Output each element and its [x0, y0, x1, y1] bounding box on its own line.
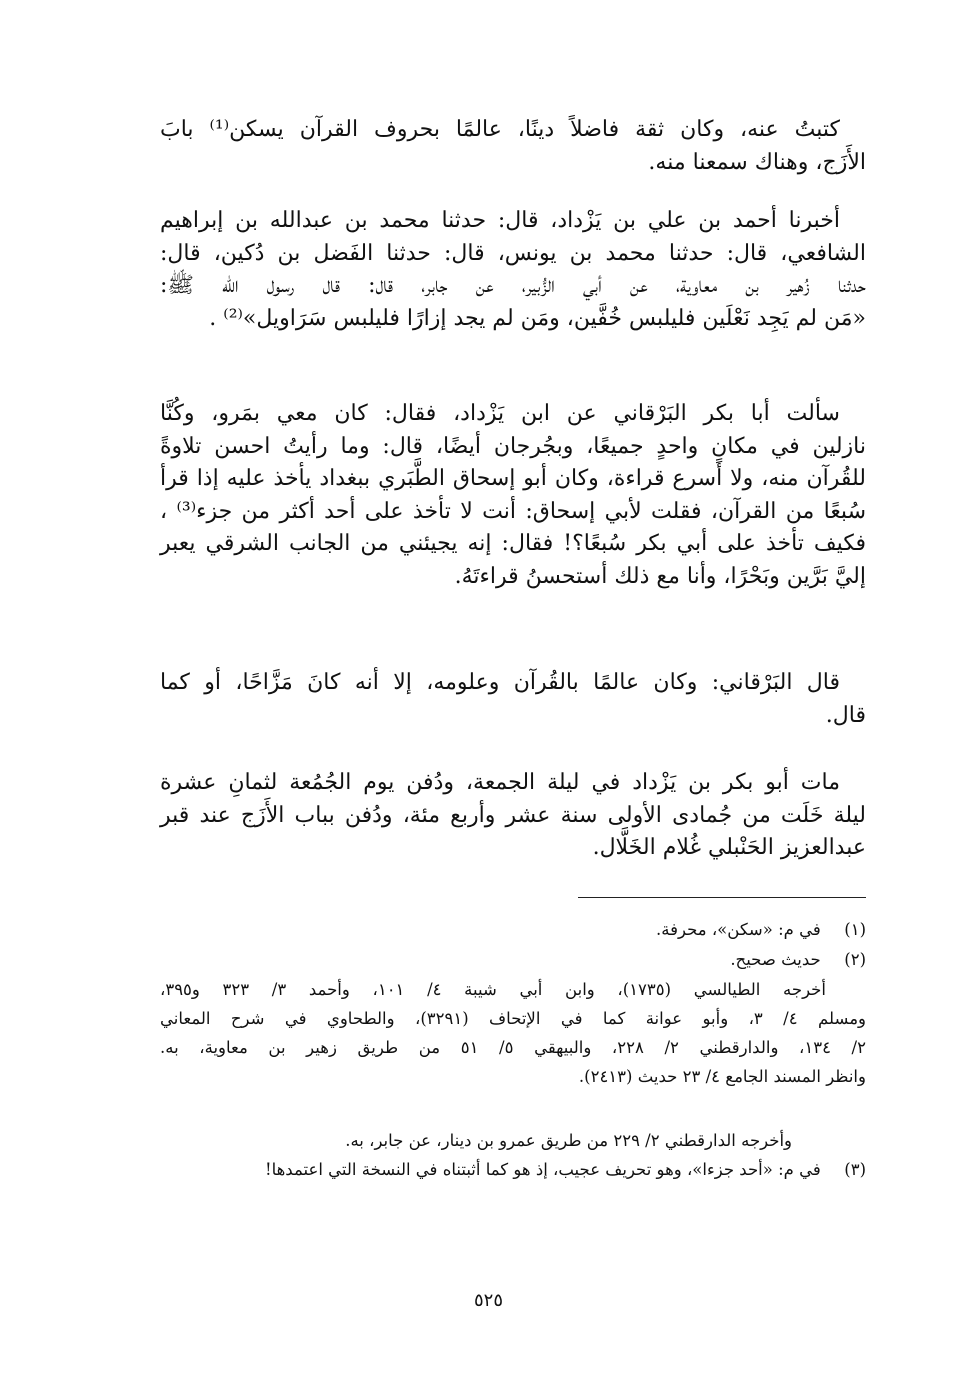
body-line: كتبتُ عنه، وكان ثقة فاضلاً دينًا، عالمًا بحروف القرآن يسكن⁽¹⁾ بابَ: [160, 117, 840, 142]
body-line: «مَن لم يَجِد نَعْلَين فليلبس خُفَّين، ومَن لم يجد إزارًا فليلبس سَرَاويل»⁽²⁾ .: [209, 305, 866, 331]
footnote-1: [160, 915, 866, 944]
footnote-3: [160, 1155, 866, 1184]
footnote-2: [160, 945, 866, 974]
footnote-number: (٣): [844, 1160, 866, 1179]
body-line: قال البَرْقاني: وكان عالمًا بالقُرآن وعلومه، إلا أنه كانَ مَزَّاحًا، أو كما: [160, 670, 840, 695]
footnote-line: وانظر المسند الجامع ٤/ ٢٣ حديث (٢٤١٣).: [578, 1067, 866, 1086]
body-line: سألت أبا بكر البَرْقاني عن ابن يَزْداد، فقال: كان معي بمَرو، وكُنَّا: [160, 401, 840, 426]
paragraph-3: [160, 398, 866, 593]
body-line: مات أبو بكر بن يَزْداد في ليلة الجمعة، ودُفن يوم الجُمُعة لثمانِ عشرة: [160, 770, 840, 795]
footnote-number: (٢): [844, 950, 866, 969]
footnote-text: في م: «أحد جزءا»، وهو تحريف عجيب، إذ هو كما أثبتناه في النسخة التي اعتمدها!: [264, 1160, 821, 1179]
footnote-2-extra: [160, 1126, 866, 1155]
footnote-text: حديث صحيح.: [730, 950, 821, 969]
body-line: الشافعي، قال: حدثنا محمد بن يونس، قال: حدثنا الفَضل بن دُكين، قال:: [160, 240, 866, 266]
paragraph-4: [160, 667, 866, 732]
footnote-line: ٢/ ١٣٤، والدارقطني ٢/ ٢٢٨، والبيهقي ٥/ ٥١ من طريق زهير بن معاوية، به.: [160, 1038, 866, 1057]
footnote-line: وأخرجه الدارقطني ٢/ ٢٢٩ من طريق عمرو بن دينار، عن جابر، به.: [345, 1131, 792, 1150]
footnote-number: (١): [844, 920, 866, 939]
body-line: عبدالعزيز الحَنْبلي غُلام الخَلَّال.: [592, 835, 866, 860]
body-line: للقُرآن منه، ولا أسرع قراءة، وكان أبو إسحاق الطَّبَري ببغداد يأخذ عليه إذا قرأ: [160, 466, 866, 491]
body-line: ليلة خَلَت من جُمادى الأولى سنة عشر وأربع مئة، ودُفن بباب الأَزَج عند قبر: [160, 802, 866, 828]
footnote-line: ومسلم ٤/ ٣، وأبو عوانة كما في الإتحاف (٣٢٩١)، والطحاوي في شرح المعاني: [160, 1009, 866, 1028]
body-line: إليَّ بَرَّين وبَحْرًا، وأنا مع ذلك أستحسنُ قراءتَهُ.: [454, 563, 866, 589]
footnote-line: أخرجه الطيالسي (١٧٣٥)، وابن أبي شيبة ٤/ ١٠١، وأحمد ٣/ ٣٢٣ و٣٩٥،: [160, 980, 826, 999]
body-line: قال.: [825, 702, 866, 728]
body-line: أخبرنا أحمد بن علي بن يَزْداد، قال: حدثنا محمد بن عبدالله بن إبراهيم: [160, 208, 840, 233]
body-line: حدثنا زُهير بن معاوية، عن أبي الزُّبير، عن جابر، قال: قال رسول الله ﷺ:: [160, 273, 866, 298]
body-line: فكيف تأخذ على أبي بكر سُبعًا؟! فقال: إنه يجيئني من الجانب الشرقي يعبر: [160, 531, 866, 556]
body-line: سُبعًا من القرآن، فقلت لأبي إسحاق: أنت لا تأخذ على أحد أكثر من جزء⁽³⁾ ،: [160, 498, 867, 524]
body-line: نازلين في مكانٍ واحدٍ جميعًا، وبجُرجان أيضًا، قال: وما رأيتُ احسن تلاوةً: [160, 433, 866, 459]
paragraph-5: [160, 767, 866, 865]
footnote-text: في م: «سكن»، محرفة.: [656, 920, 821, 939]
paragraph-2: [160, 205, 866, 335]
body-line: الأَزَج، وهناك سمعنا منه.: [648, 149, 866, 175]
footnote-separator: [578, 897, 866, 898]
footnote-2-details: [160, 975, 866, 1091]
page-number: ٥٢٥: [473, 1290, 503, 1311]
paragraph-1: [160, 114, 866, 179]
